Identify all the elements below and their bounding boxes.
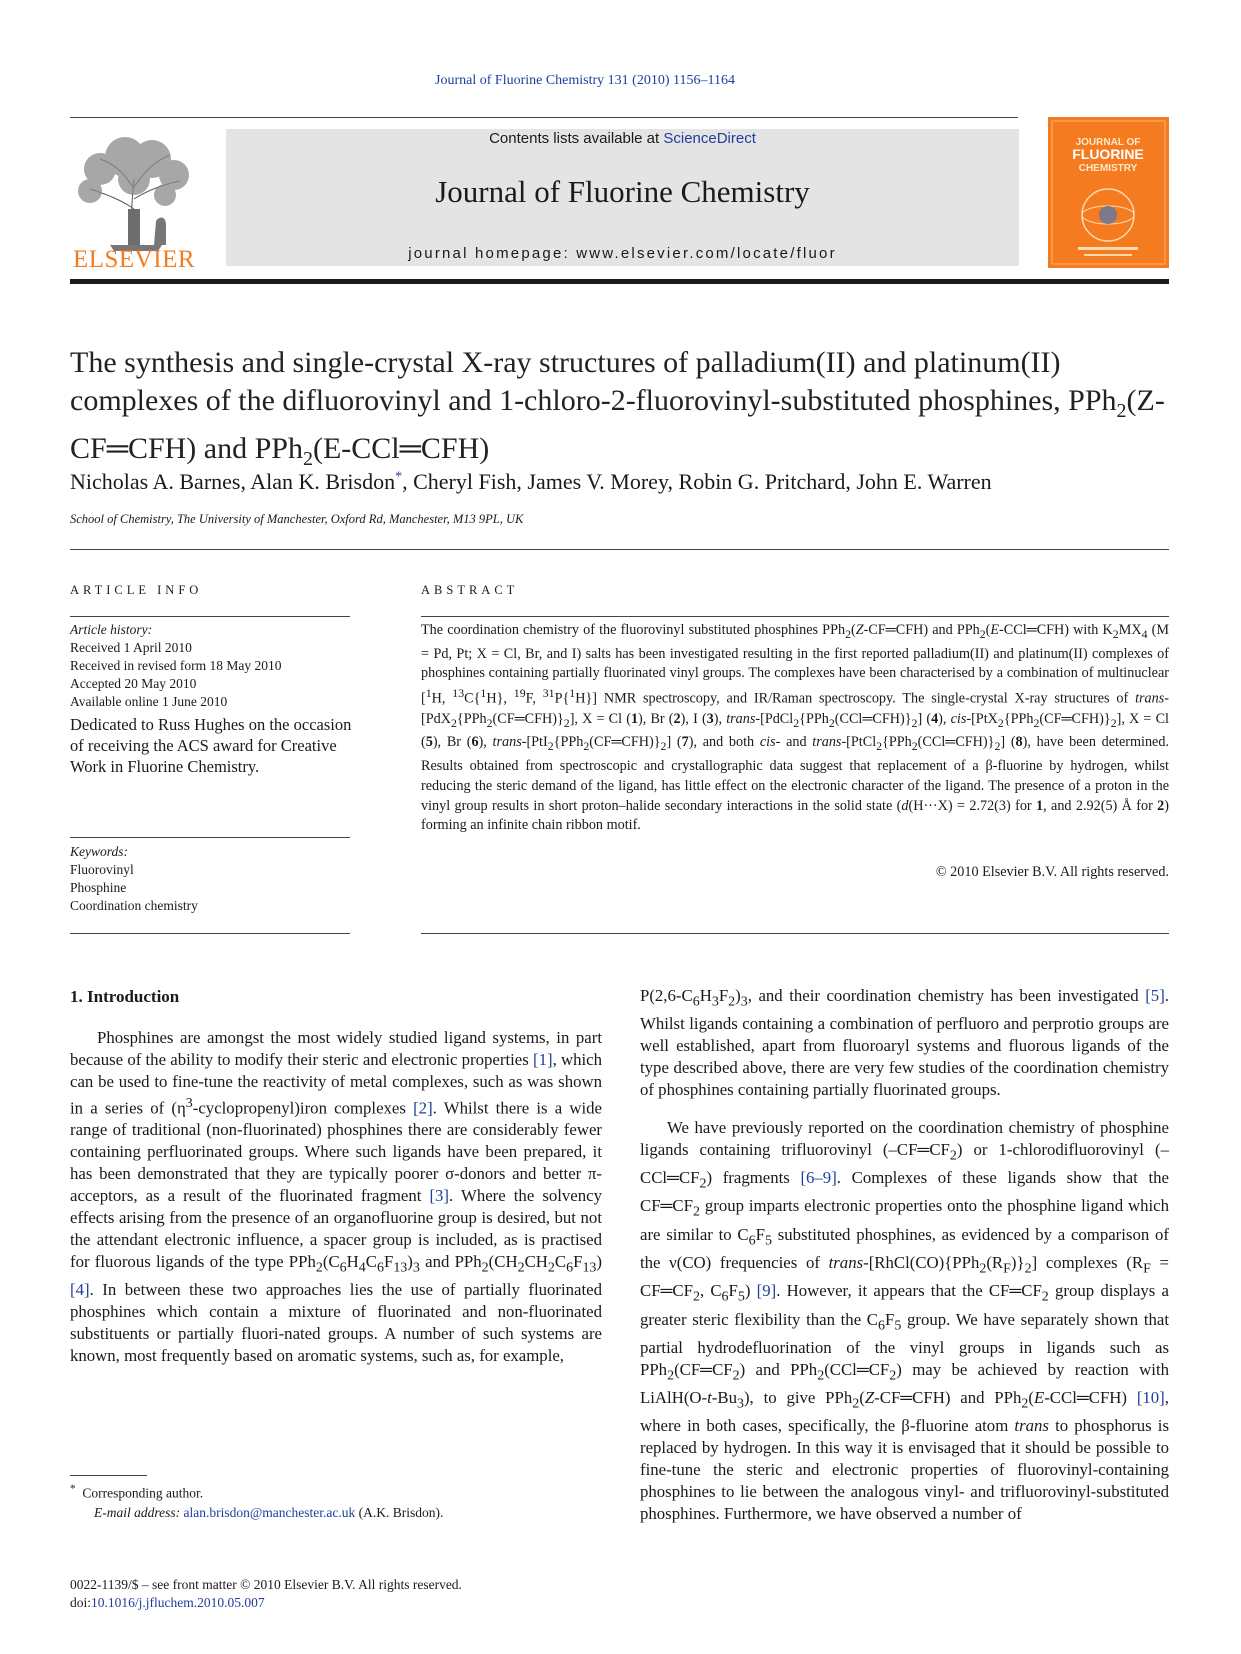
citation-link[interactable]: [3] <box>429 1185 450 1205</box>
citation-link[interactable]: [4] <box>70 1279 90 1299</box>
doi-link[interactable]: 10.1016/j.jfluchem.2010.05.007 <box>91 1595 265 1610</box>
header-thick-rule <box>70 279 1169 284</box>
citation-link[interactable]: [2] <box>413 1098 433 1118</box>
citation-link[interactable]: [10] <box>1136 1387 1165 1407</box>
abstract-heading: ABSTRACT <box>421 583 519 597</box>
elsevier-logo <box>70 129 198 269</box>
citation-link[interactable]: [1] <box>533 1049 553 1069</box>
introduction-paragraph-2: We have previously reported on the coordination chemistry of phosphine ligands containing trifluorovinyl $(-CF═CF_2)$ or 1-chlorodifluorovinyl $(-CCl═CF_2)$ fragments [6–9]. Complexes of these ligands show that the $CF═CF_2$ group imparts electronic properties onto the phosphine ligand which are similar to $C_6F_5$ substituted phosphines, as evidenced by a comparison of the ν(CO) frequencies of trans-$[RhCl(CO)\{PPh_2(R_F)\}_2]$ complexes ($R_F$ = $CF═CF_2$, $C_6F_5$) [9]. However, it appears that the $CF═CF_2$ group displays a greater steric flexibility than the $C_6F_5$ group. We have separately shown that partial hydrodefluorination of the vinyl groups in ligands such as $PPh_2(CF═CF_2)$ and $PPh_2(CCl═CF_2)$ may be achieved by reaction with $LiAlH(O-t-Bu_3)$, to give PPh$_2$(Z-CF═CFH) and PPh$_2$(E-CCl═CFH) [10], where in both cases, specifically, the β-fluorine atom trans to phosphorus is replaced by hydrogen. In this way it is envisaged that it should be possible to fine-tune the steric and electronic properties of fluorovinyl-containing phosphines to lie between the analogous vinyl- and trifluorovinyl-substituted phosphines. Furthermore, we have observed a number of <box>640 1118 1169 1523</box>
keyword-item: Fluorovinyl <box>70 862 134 877</box>
abstract-copyright: © 2010 Elsevier B.V. All rights reserved. <box>935 864 1169 880</box>
section-heading-introduction: 1. Introduction <box>70 987 180 1006</box>
article-info-rule <box>70 616 350 617</box>
keyword-item: Coordination chemistry <box>70 898 198 913</box>
keywords-label: Keywords: <box>70 844 128 859</box>
footnote: * Corresponding author. E-mail address: alan.brisdon@manchester.ac.uk (A.K. Brisdon). <box>70 1483 444 1520</box>
journal-cover-image <box>1048 117 1169 268</box>
introduction-paragraph-1: Phosphines are amongst the most widely studied ligand systems, in part because of the ability to modify their steric and electronic properties [1], which can be used to fine-tune the reactivity of metal complexes, such as was shown in a series of $(\eta^3-cyclopropenyl)iron$ complexes [2]. Whilst there is a wide range of traditional (non-fluorinated) phosphines there are considerably fewer containing perfluorinated groups. Where such ligands have been prepared, it has been demonstrated that they are typically poorer σ-donors and better π-acceptors, as a result of the fluorinated fragment [3]. Where the solvency effects arising from the presence of an organofluorine group is desired, but not the attendant electronic influence, a spacer group is included, as is practised for fluorous ligands of the type $PPh_2(C_6H_4C_6F_{13})_3$ and $PPh_2(CH_2CH_2C_6F_{13})$ [4]. In between these two approaches lies the use of partially fluorinated phosphines which contain a mixture of fluorinated and non-fluorinated substituents or partially fluori-nated groups. A number of such systems are known, most frequently based on aromatic systems, such as, for example, <box>70 1028 603 1365</box>
article-history <box>70 621 355 711</box>
footnote-rule <box>70 1475 147 1476</box>
issn-line: 0022-1139/$ – see front matter © 2010 Elsevier B.V. All rights reserved. <box>70 1577 462 1592</box>
contents-line: Contents lists available at ScienceDirect <box>489 130 756 147</box>
keywords-rule <box>70 837 350 838</box>
introduction-paragraph-1-continued: $P(2,6-C_6H_3F_2)_3$, and their coordination chemistry has been investigated [5]. Whilst ligands containing a combination of perfluoro and perprotio groups are well established, apart from fluoroaryl systems and fluorous ligands of the type described above, there are very few studies of the coordination chemistry of phosphines containing partially fluorinated groups. <box>640 986 1169 1099</box>
svg-text:JOURNAL OF: JOURNAL OF <box>1075 137 1141 148</box>
corresponding-author-note: Corresponding author. <box>82 1485 204 1501</box>
article-info-heading: ARTICLE INFO <box>70 583 203 597</box>
journal-homepage-link[interactable]: journal homepage: www.elsevier.com/locate/fluor <box>408 245 837 262</box>
abstract-bottom-rule <box>421 933 1169 934</box>
keyword-item: Phosphine <box>70 880 127 895</box>
journal-banner <box>226 129 1019 266</box>
journal-citation[interactable]: Journal of Fluorine Chemistry 131 (2010) 1156–1164 <box>435 73 735 88</box>
history-item: Received 1 April 2010 <box>70 640 192 655</box>
citation-link[interactable]: [9] <box>756 1281 777 1301</box>
history-item: Available online 1 June 2010 <box>70 694 228 709</box>
journal-name: Journal of Fluorine Chemistry <box>435 174 810 209</box>
article-info-bottom-rule <box>70 933 350 934</box>
corresponding-author-marker[interactable]: * <box>395 469 403 485</box>
dedication: Dedicated to Russ Hughes on the occasion of receiving the ACS award for Creative Work in Fluorine Chemistry. <box>70 715 352 776</box>
author-rule <box>70 549 1169 550</box>
abstract-text: The coordination chemistry of the fluorovinyl substituted phosphines PPh$_2$(Z-CF═CFH) and PPh$_2$(E-CCl═CFH) with $K_2MX_4$ (M = Pd, Pt; X = Cl, Br, and I) salts has been investigated resulting in the first reported palladium(II) and platinum(II) complexes of phosphines containing partially fluorinated vinyl groups. The complexes have been characterised by a combination of multinuclear [$^1$H, $^{13}$C{$^1$H}, $^{19}$F, $^{31}$P{$^1$H}] NMR spectroscopy, and IR/Raman spectroscopy. The single-crystal X-ray structures of trans-$[PdX_2\{PPh_2(CF═CFH)\}_2]$, X = Cl (1), Br (2), I (3), trans-$[PdCl_2\{PPh_2(CCl═CFH)\}_2]$ (4), cis-$[PtX_2\{PPh_2(CF═CFH)\}_2]$, X = Cl (5), Br (6), trans-$[PtI_2\{PPh_2(CF═CFH)\}_2]$ (7), and both cis- and trans-$[PtCl_2\{PPh_2(CCl═CFH)\}_2]$ (8), have been determined. Results obtained from spectroscopic and crystallographic data suggest that replacement of a β-fluorine by hydrogen, whilst reducing the steric demand of the ligand, has little effect on the electronic character of the ligand. The presence of a proton in the vinyl group results in short proton–halide secondary interactions in the solid state (d(H···X) = 2.72(3) for 1, and 2.92(5) Å for 2) forming an infinite chain ribbon motif. <box>421 622 1169 834</box>
article-title: The synthesis and single-crystal X-ray structures of palladium(II) and platinum(II) complexes of the difluorovinyl and 1-chloro-2-fluorovinyl-substituted phosphines, PPh$_2$(Z-CF═CFH) and PPh$_2$(E-CCl═CFH) <box>70 346 1165 470</box>
svg-text:ELSEVIER: ELSEVIER <box>72 246 196 269</box>
article-history-label: Article history: <box>70 622 153 637</box>
abstract-rule <box>421 616 1169 617</box>
citation-link[interactable]: [5] <box>1145 986 1165 1005</box>
bottom-meta: 0022-1139/$ – see front matter © 2010 Elsevier B.V. All rights reserved. doi:10.1016/j.jfluchem.2010.05.007 <box>70 1576 630 1612</box>
svg-text:FLUORINE: FLUORINE <box>1072 146 1144 162</box>
svg-text:CHEMISTRY: CHEMISTRY <box>1078 163 1138 174</box>
history-item: Accepted 20 May 2010 <box>70 676 197 691</box>
header-rule <box>70 117 1018 118</box>
email-link[interactable]: alan.brisdon@manchester.ac.uk <box>183 1504 356 1520</box>
elsevier-tree-icon <box>70 129 198 269</box>
history-item: Received in revised form 18 May 2010 <box>70 658 282 673</box>
keywords <box>70 843 355 915</box>
sciencedirect-link[interactable]: ScienceDirect <box>663 130 756 147</box>
author-affiliation: School of Chemistry, The University of Manchester, Oxford Rd, Manchester, M13 9PL, UK <box>70 512 524 526</box>
citation-link[interactable]: [6–9] <box>800 1168 837 1188</box>
article-authors: Nicholas A. Barnes, Alan K. Brisdon*, Cheryl Fish, James V. Morey, Robin G. Pritchard, John E. Warren <box>70 469 992 494</box>
